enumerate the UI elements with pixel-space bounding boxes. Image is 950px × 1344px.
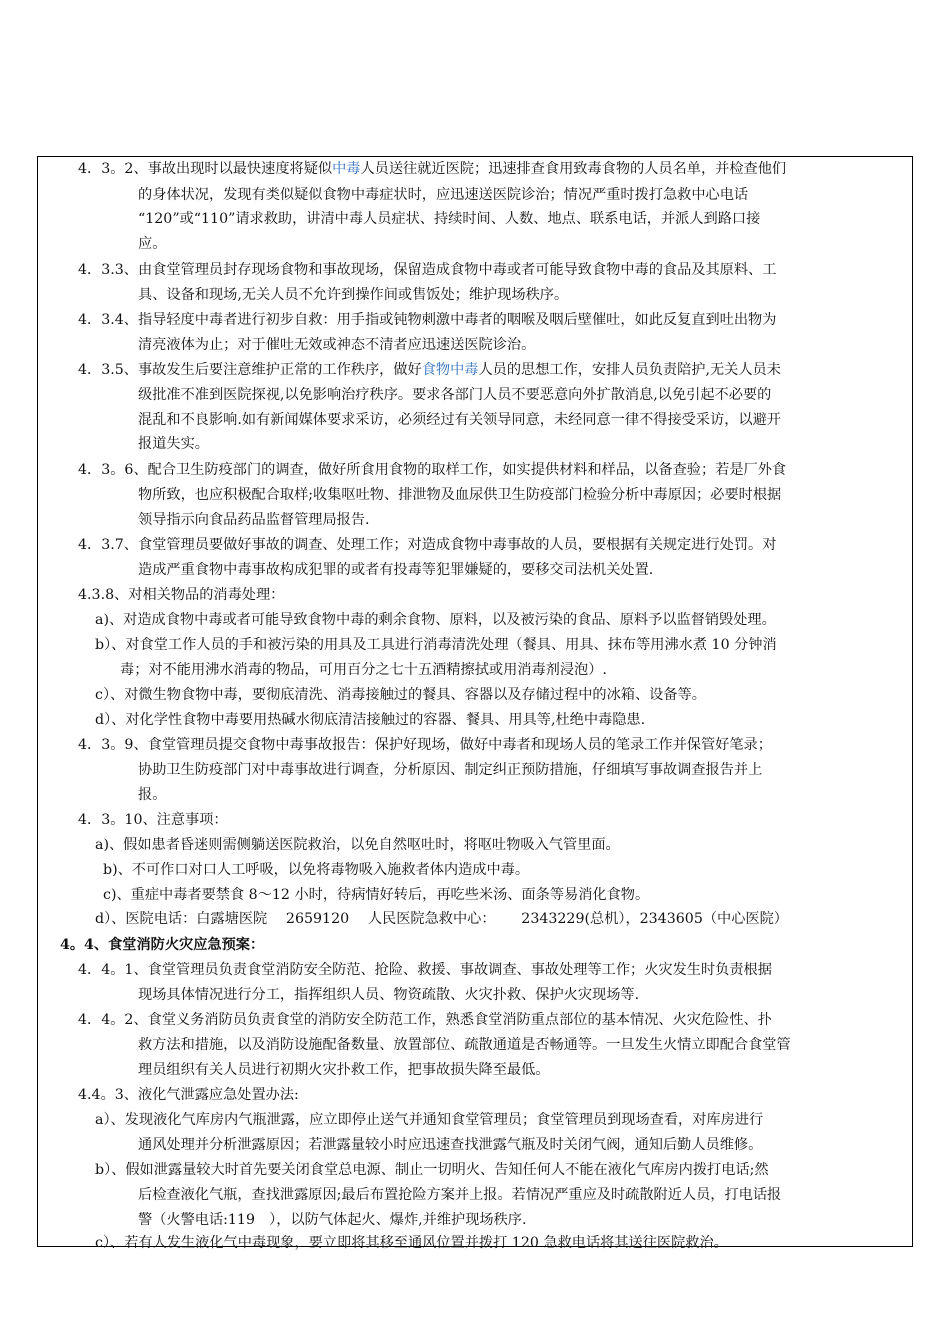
list-item: d）、对化学性食物中毒要用热碱水彻底清洁接触过的容器、餐具、用具等,杜绝中毒隐患. xyxy=(95,712,646,728)
list-item-cont: 毒；对不能用沸水消毒的物品，可用百分之七十五酒精擦拭或用消毒剂浸泡）. xyxy=(120,662,607,678)
para-line: 清亮液体为止；对于催吐无效或神态不清者应迅速送医院诊治。 xyxy=(138,337,536,353)
highlighted-term: 食物中毒 xyxy=(421,362,479,378)
para-line: 领导指示向食品药品监督管理局报告. xyxy=(138,512,370,528)
list-item: c）、对微生物食物中毒，要彻底清洗、消毒接触过的餐具、容器以及存储过程中的冰箱、设备等。 xyxy=(95,687,706,703)
highlighted-term: 中毒 xyxy=(332,161,361,177)
para-line: 混乱和不良影响.如有新闻媒体要求采访，必须经过有关领导同意，未经同意一律不得接受采访，以避开 xyxy=(138,412,781,428)
para-line: 4．3。2、事故出现时以最快速度将疑似中毒人员送往就近医院；迅速排查食用致毒食物的人员名单，并检查他们 xyxy=(78,161,787,177)
para-line: 级批准不准到医院探视,以免影响治疗秩序。要求各部门人员不要恶意向外扩散消息,以免引起不必要的 xyxy=(138,387,772,403)
list-item-cont: 警（火警电话:119 ），以防气体起火、爆炸,并维护现场秩序. xyxy=(138,1212,527,1228)
list-item: b)、不可作口对口人工呼吸，以免将毒物吸入施救者体内造成中毒。 xyxy=(103,862,530,878)
list-item-cont: 后检查液化气瓶，查找泄露原因;最后布置抢险方案并上报。若情况严重应及时疏散附近人员，打电话报 xyxy=(138,1187,782,1203)
para-line: 报道失实。 xyxy=(138,436,209,452)
para-line: 报。 xyxy=(138,787,167,803)
para-line: 救方法和措施，以及消防设施配备数量、放置部位、疏散通道是否畅通等。一旦发生火情立即配合食堂管 xyxy=(138,1037,791,1053)
list-item: b）、假如泄露量较大时首先要关闭食堂总电源、制止一切明火、告知任何人不能在液化气库房内拨打电话;然 xyxy=(95,1162,769,1178)
section-heading: 4。4、食堂消防火灾应急预案： xyxy=(60,937,265,953)
para-line: 的身体状况，发现有类似疑似食物中毒症状时，应迅速送医院诊治；情况严重时拨打急救中心电话 xyxy=(138,187,749,203)
para-line: 4．3.7、食堂管理员要做好事故的调查、处理工作；对造成食物中毒事故的人员，要根据有关规定进行处罚。对 xyxy=(78,537,777,553)
list-item: a)、假如患者昏迷则需侧躺送医院救治，以免自然呕吐时，将呕吐物吸入气管里面。 xyxy=(95,837,620,853)
para-line: 4．4。1、食堂管理员负责食堂消防安全防范、抢险、救援、事故调查、事故处理等工作；火灾发生时负责根据 xyxy=(78,962,772,978)
para-line: 4．3.3、由食堂管理员封存现场食物和事故现场，保留造成食物中毒或者可能导致食物中毒的食品及其原料、工 xyxy=(78,262,777,278)
list-item: c)、重症中毒者要禁食 8～12 小时，待病情好转后，再吃些米汤、面条等易消化食物。 xyxy=(103,887,650,903)
hospital-phone-list: d）、医院电话：白露塘医院 2659120 人民医院急救中心： 2343229(总机），2343605（中心医院） xyxy=(95,911,788,927)
section-title: 4．3。10、注意事项： xyxy=(78,812,228,828)
para-line: 物所致，也应积极配合取样;收集呕吐物、排泄物及血尿供卫生防疫部门检验分析中毒原因；必要时根据 xyxy=(138,487,782,503)
list-item: a）、发现液化气库房内气瓶泄露，应立即停止送气并通知食堂管理员；食堂管理员到现场查看，对库房进行 xyxy=(95,1112,764,1128)
para-line: 具、设备和现场,无关人员不允许到操作间或售饭处；维护现场秩序。 xyxy=(138,287,569,303)
para-line: 应。 xyxy=(138,236,167,252)
section-title: 4.3.8、对相关物品的消毒处理： xyxy=(78,587,285,603)
para-line: 4．3。9、食堂管理员提交食物中毒事故报告：保护好现场，做好中毒者和现场人员的笔录工作并保管好笔录； xyxy=(78,737,772,753)
list-item: c）、若有人发生液化气中毒现象，要立即将其移至通风位置并拨打 120 急救电话将其送往医院救治。 xyxy=(95,1235,728,1251)
para-line: 4．4。2、食堂义务消防员负责食堂的消防安全防范工作，熟悉食堂消防重点部位的基本情况、火灾危险性、扑 xyxy=(78,1012,772,1028)
para-line: 理员组织有关人员进行初期火灾扑救工作，把事故损失降至最低。 xyxy=(138,1062,550,1078)
para-line: 协助卫生防疫部门对中毒事故进行调查，分析原因、制定纠正预防措施，仔细填写事故调查报告并上 xyxy=(138,762,763,778)
para-line: 4．3.4、指导轻度中毒者进行初步自救：用手指或钝物刺激中毒者的咽喉及咽后壁催吐，如此反复直到吐出物为 xyxy=(78,312,777,328)
list-item: b）、对食堂工作人员的手和被污染的用具及工具进行消毒清洗处理（餐具、用具、抹布等用沸水煮 10 分钟消 xyxy=(95,637,777,653)
para-line: 4．3。6、配合卫生防疫部门的调查，做好所食用食物的取样工作，如实提供材料和样品，以备查验；若是厂外食 xyxy=(78,462,787,478)
list-item: a)、对造成食物中毒或者可能导致食物中毒的剩余食物、原料，以及被污染的食品、原料予以监督销毁处理。 xyxy=(95,612,776,628)
list-item-cont: 通风处理并分析泄露原因；若泄露量较小时应迅速查找泄露气瓶及时关闭气阀，通知后勤人员维修。 xyxy=(138,1137,763,1153)
section-title: 4.4。3、液化气泄露应急处置办法: xyxy=(78,1087,299,1103)
para-line: 造成严重食物中毒事故构成犯罪的或者有投毒等犯罪嫌疑的，要移交司法机关处置. xyxy=(138,562,654,578)
para-line: 4．3.5、事故发生后要注意维护正常的工作秩序，做好食物中毒人员的思想工作，安排人员负责陪护,无关人员未 xyxy=(78,362,781,378)
para-line: “120”或“110”请求救助，讲清中毒人员症状、持续时间、人数、地点、联系电话，并派人到路口接 xyxy=(138,211,761,227)
para-line: 现场具体情况进行分工，指挥组织人员、物资疏散、火灾扑救、保护火灾现场等. xyxy=(138,987,640,1003)
